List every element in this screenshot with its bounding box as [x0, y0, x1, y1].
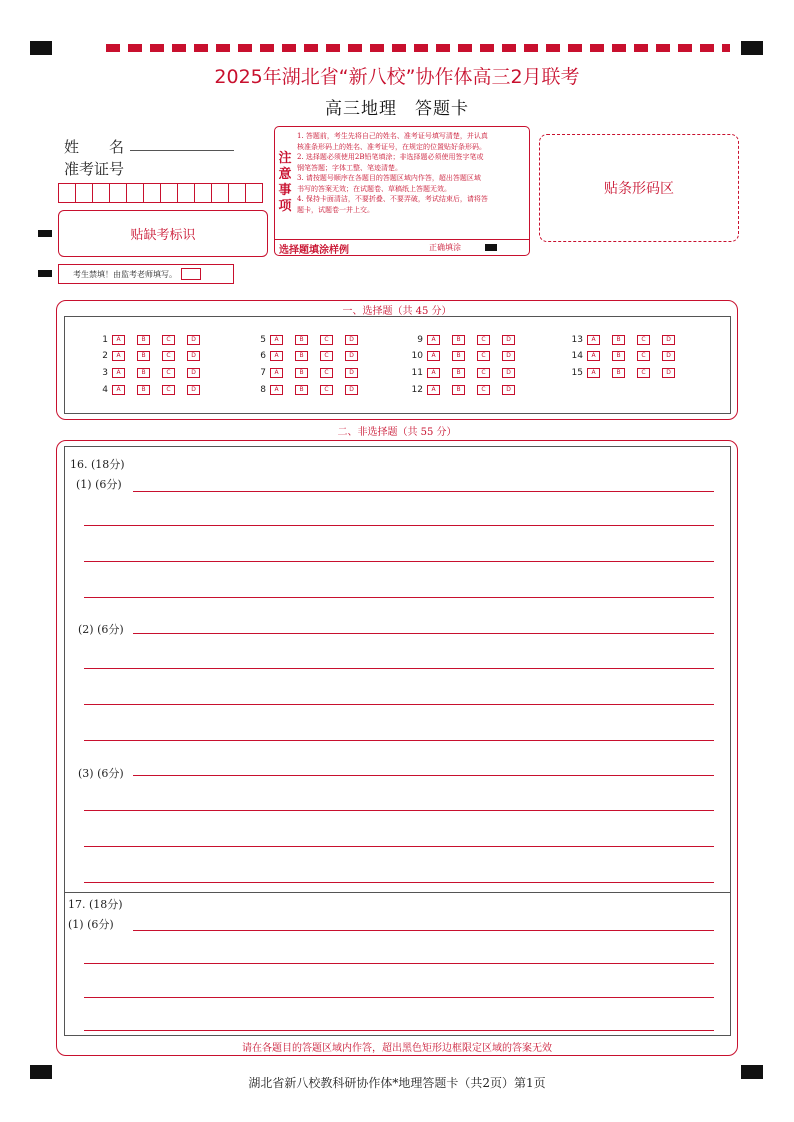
choice-bubble-c[interactable]: C: [637, 368, 650, 378]
choice-bubble-a[interactable]: A: [587, 335, 600, 345]
choice-bubble-b[interactable]: B: [295, 385, 308, 395]
answer-line[interactable]: [84, 997, 714, 998]
choice-bubble-a[interactable]: A: [427, 368, 440, 378]
q17-part1-label: (1) (6分): [68, 918, 114, 931]
choice-bubble-d[interactable]: D: [187, 351, 200, 361]
answer-line[interactable]: [84, 704, 714, 705]
choice-question-13: [569, 335, 687, 345]
choice-question-number: 14: [571, 351, 583, 361]
choice-bubble-d[interactable]: D: [187, 335, 200, 345]
choice-bubble-d[interactable]: D: [662, 335, 675, 345]
choice-question-14: [569, 351, 687, 361]
choice-bubble-a[interactable]: A: [427, 385, 440, 395]
row-marker: [38, 230, 52, 237]
choice-bubble-c[interactable]: C: [162, 385, 175, 395]
choice-bubble-d[interactable]: D: [345, 385, 358, 395]
choice-bubble-d[interactable]: D: [345, 335, 358, 345]
choice-bubble-b[interactable]: B: [452, 368, 465, 378]
choice-bubble-b[interactable]: B: [295, 368, 308, 378]
choice-question-number: 4: [102, 385, 108, 395]
answer-line[interactable]: [133, 633, 714, 634]
choice-question-9: [409, 335, 527, 345]
choice-bubble-c[interactable]: C: [637, 335, 650, 345]
page-title: 2025年湖北省“新八校”协作体高三2月联考: [214, 66, 580, 88]
choice-bubble-b[interactable]: B: [295, 335, 308, 345]
choice-question-number: 10: [411, 351, 423, 361]
choice-bubble-b[interactable]: B: [137, 385, 150, 395]
choice-question-10: [409, 351, 527, 361]
answer-line[interactable]: [84, 963, 714, 964]
choice-question-number: 15: [571, 368, 583, 378]
corner-marker-top-right: [741, 41, 763, 55]
choice-bubble-c[interactable]: C: [320, 351, 333, 361]
answer-line[interactable]: [133, 775, 714, 776]
choice-bubble-b[interactable]: B: [452, 385, 465, 395]
choice-bubble-c[interactable]: C: [162, 335, 175, 345]
choice-bubble-b[interactable]: B: [452, 351, 465, 361]
choice-question-11: [409, 368, 527, 378]
answer-line[interactable]: [84, 882, 714, 883]
choice-bubble-a[interactable]: A: [587, 368, 600, 378]
choice-bubble-b[interactable]: B: [612, 335, 625, 345]
choice-question-3: [94, 368, 212, 378]
exam-id-grid[interactable]: [58, 183, 262, 203]
choice-bubble-c[interactable]: C: [477, 351, 490, 361]
choice-question-6: [252, 351, 370, 361]
fill-sample-row: [275, 239, 529, 256]
choice-question-7: [252, 368, 370, 378]
choice-bubble-a[interactable]: A: [427, 335, 440, 345]
choice-bubble-b[interactable]: B: [612, 368, 625, 378]
choice-question-1: [94, 335, 212, 345]
choice-bubble-b[interactable]: B: [137, 335, 150, 345]
proctor-note: 考生禁填！由监考老师填写。: [73, 269, 177, 279]
answer-frame: [64, 446, 731, 1036]
choice-bubble-a[interactable]: A: [270, 385, 283, 395]
choice-question-number: 3: [102, 368, 108, 378]
answer-line[interactable]: [84, 561, 714, 562]
notice-panel: [274, 126, 530, 256]
choice-question-number: 1: [102, 335, 108, 345]
choice-bubble-b[interactable]: B: [295, 351, 308, 361]
name-label: 姓 名: [64, 138, 125, 156]
choice-question-15: [569, 368, 687, 378]
answer-line[interactable]: [133, 491, 714, 492]
choice-bubble-a[interactable]: A: [270, 351, 283, 361]
answer-area-note: 请在各题目的答题区域内作答，超出黑色矩形边框限定区域的答案无效: [242, 1043, 552, 1054]
correct-fill-sample: [485, 244, 497, 251]
q16-part2-label: (2) (6分): [78, 623, 124, 636]
choice-bubble-b[interactable]: B: [612, 351, 625, 361]
choice-bubble-c[interactable]: C: [162, 351, 175, 361]
q17-title: 17. (18分): [68, 898, 123, 911]
choice-question-number: 7: [260, 368, 266, 378]
choice-bubble-c[interactable]: C: [162, 368, 175, 378]
exam-id-label: 准考证号: [64, 160, 125, 178]
choice-bubble-d[interactable]: D: [187, 385, 200, 395]
choice-bubble-a[interactable]: A: [427, 351, 440, 361]
choice-bubble-a[interactable]: A: [587, 351, 600, 361]
choice-question-number: 12: [411, 385, 423, 395]
choice-bubble-d[interactable]: D: [662, 351, 675, 361]
choice-bubble-c[interactable]: C: [477, 335, 490, 345]
answer-line[interactable]: [84, 740, 714, 741]
q-divider: [64, 892, 730, 893]
corner-marker-top-left: [30, 41, 52, 55]
barcode-label: 贴条形码区: [604, 181, 674, 197]
choice-bubble-a[interactable]: A: [112, 368, 125, 378]
choice-bubble-d[interactable]: D: [502, 368, 515, 378]
choice-question-number: 11: [411, 368, 423, 378]
choice-question-number: 6: [260, 351, 266, 361]
choice-bubble-c[interactable]: C: [320, 385, 333, 395]
choice-question-number: 5: [260, 335, 266, 345]
answer-line[interactable]: [84, 846, 714, 847]
choice-bubble-c[interactable]: C: [477, 385, 490, 395]
choice-bubble-c[interactable]: C: [477, 368, 490, 378]
choice-bubble-c[interactable]: C: [637, 351, 650, 361]
missing-exam-label: 贴缺考标识: [130, 228, 196, 243]
choice-question-number: 2: [102, 351, 108, 361]
choice-question-number: 8: [260, 385, 266, 395]
choice-question-2: [94, 351, 212, 361]
correct-fill-label: 正确填涂: [429, 243, 461, 252]
choice-question-number: 13: [571, 335, 583, 345]
choice-bubble-a[interactable]: A: [270, 335, 283, 345]
choice-question-12: [409, 385, 527, 395]
name-field[interactable]: [130, 150, 234, 151]
answer-line[interactable]: [84, 810, 714, 811]
page-footer: 湖北省新八校教科研协作体*地理答题卡（共2页）第1页: [248, 1076, 546, 1090]
proctor-check-box[interactable]: [181, 268, 201, 280]
choice-bubble-d[interactable]: D: [502, 385, 515, 395]
answer-line[interactable]: [133, 930, 714, 931]
choice-bubble-b[interactable]: B: [137, 368, 150, 378]
choice-bubble-a[interactable]: A: [112, 335, 125, 345]
page-subtitle: 高三地理 答题卡: [325, 99, 469, 119]
notice-list: 1. 答题前，考生先将自己的姓名、准考证号填写清楚，并认真 核准条形码上的姓名、准考证号，在规定的位置贴好条形码。 2. 选择题必须使用2B铅笔填涂；非选择题必须使用签字笔或 钢笔答题；字体工整、笔迹清楚。 3. 请按题号顺序在各题目的答题区域内作答，超出答题区域 书写的答案无效；在试题卷、草稿纸上答题无效。 4. 保持卡面清洁，不要折叠、不要弄破，考试结束后，请将答 题卡，试题卷一并上交。: [297, 132, 488, 214]
section1-title: 一、选择题（共 45 分）: [342, 306, 452, 317]
choice-question-number: 9: [417, 335, 423, 345]
answer-line[interactable]: [84, 525, 714, 526]
section2-title: 二、非选择题（共 55 分）: [337, 427, 457, 438]
notice-heading: 注 意 事 项: [278, 151, 292, 214]
choice-bubble-d[interactable]: D: [187, 368, 200, 378]
q16-part3-label: (3) (6分): [78, 767, 124, 780]
barcode-area[interactable]: [539, 134, 739, 242]
fill-sample-label: 选择题填涂样例: [279, 245, 349, 256]
choice-bubble-a[interactable]: A: [112, 385, 125, 395]
choice-bubble-d[interactable]: D: [345, 368, 358, 378]
q16-part1-label: (1) (6分): [76, 478, 122, 491]
choice-bubble-b[interactable]: B: [137, 351, 150, 361]
missing-exam-sticker-box[interactable]: [58, 210, 268, 257]
choice-grid-frame: [64, 316, 731, 414]
answer-line[interactable]: [84, 597, 714, 598]
answer-line[interactable]: [84, 1030, 714, 1031]
choice-bubble-d[interactable]: D: [502, 335, 515, 345]
choice-bubble-b[interactable]: B: [452, 335, 465, 345]
row-marker: [38, 270, 52, 277]
choice-bubble-d[interactable]: D: [662, 368, 675, 378]
choice-question-4: [94, 385, 212, 395]
proctor-note-box: [58, 264, 234, 284]
choice-bubble-d[interactable]: D: [345, 351, 358, 361]
choice-bubble-c[interactable]: C: [320, 335, 333, 345]
choice-bubble-a[interactable]: A: [112, 351, 125, 361]
choice-bubble-c[interactable]: C: [320, 368, 333, 378]
choice-question-8: [252, 385, 370, 395]
choice-question-5: [252, 335, 370, 345]
q16-title: 16. (18分): [70, 458, 125, 471]
answer-line[interactable]: [84, 668, 714, 669]
timing-track: [106, 44, 730, 52]
choice-bubble-a[interactable]: A: [270, 368, 283, 378]
choice-bubble-d[interactable]: D: [502, 351, 515, 361]
